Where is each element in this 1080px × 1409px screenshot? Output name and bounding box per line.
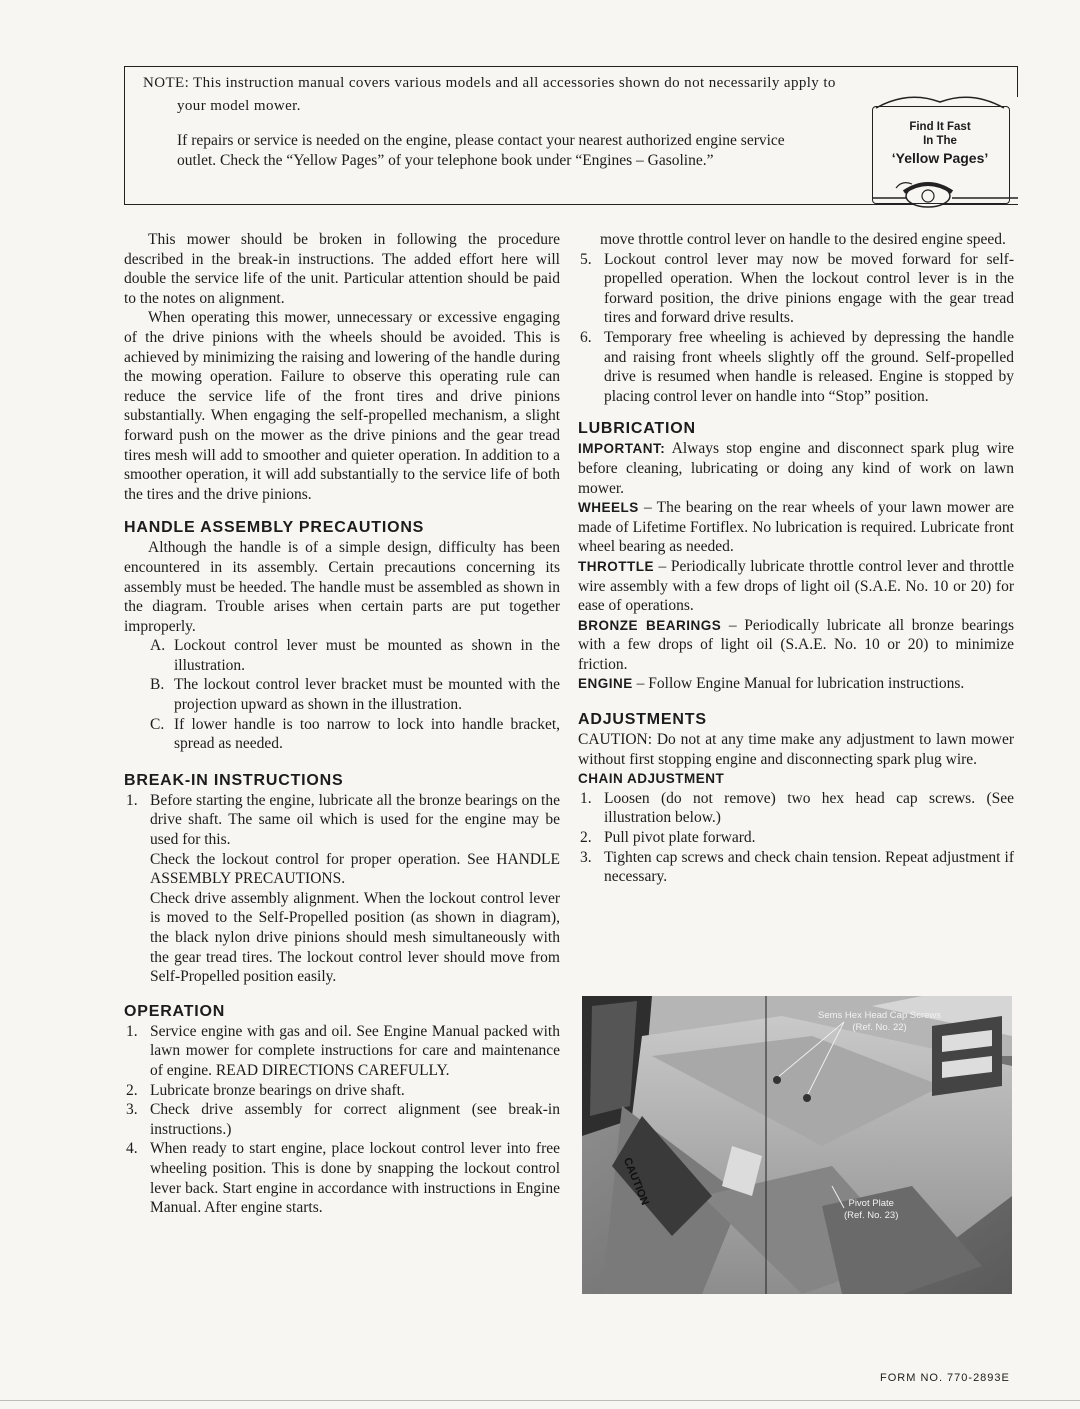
- break-in-list: [124, 791, 560, 850]
- mower-deck-photo: [582, 996, 1012, 1294]
- lubrication-important: [578, 439, 1014, 498]
- pivot-plate-caption: [844, 1198, 898, 1222]
- list-text: Lubricate bronze bearings on drive shaft.: [150, 1081, 405, 1099]
- list-text: Lockout control lever must be mounted as shown in the illustration.: [174, 637, 560, 674]
- list-marker: 1.: [126, 791, 138, 809]
- list-marker: A.: [150, 637, 166, 655]
- important-label: IMPORTANT:: [578, 441, 666, 457]
- list-marker: 1.: [126, 1022, 138, 1040]
- list-item: [124, 1022, 560, 1081]
- break-in-paragraph-3: Check drive assembly alignment. When the lockout control lever is moved to the Self-Propelled position (as shown in diagram), the black nylon drive pinions should mesh simultaneously with the gear tread tires. The lockout control lever should move from Self-Propelled position easily.: [150, 889, 560, 986]
- list-item: [578, 250, 1014, 328]
- caution-decal: CAUTION: [620, 1156, 651, 1207]
- wheels-text: – The bearing on the rear wheels of your lawn mower are made of Lifetime Fortiflex. No lubrication is required. Lubricate front wheel bearing as needed.: [578, 499, 1014, 556]
- operation-list: [124, 1022, 560, 1218]
- operation-heading: OPERATION: [124, 1002, 226, 1020]
- left-column: [124, 230, 560, 1218]
- form-number: FORM NO. 770-2893E: [880, 1372, 1010, 1384]
- bottom-rule: [0, 1400, 1080, 1401]
- engine-label: ENGINE: [578, 676, 633, 692]
- list-item: [578, 328, 1014, 406]
- handle-assembly-list: [148, 636, 560, 754]
- list-item: [148, 636, 560, 675]
- cap-screws-label: Sems Hex Head Cap Screws: [818, 1010, 942, 1021]
- wheels-label: WHEELS: [578, 500, 639, 516]
- list-item: [578, 789, 1014, 828]
- lubrication-wheels: [578, 498, 1014, 557]
- handle-assembly-text: Although the handle is of a simple design, difficulty has been encountered in its assembly. Certain precautions concerning its assembly must be heeded. The handle must be assembled as shown in the diagram. Trouble arises when certain parts are put together improperly.: [124, 539, 560, 635]
- yellow-pages-line-3: ‘Yellow Pages’: [891, 150, 989, 166]
- chain-adjustment-list: [578, 789, 1014, 887]
- list-marker: B.: [150, 676, 165, 694]
- operation-continued: move throttle control lever on handle to the desired engine speed.: [600, 231, 1006, 248]
- list-text: The lockout control lever bracket must be mounted with the projection upward as shown in the illustration.: [174, 676, 560, 714]
- chain-adjustment-heading: CHAIN ADJUSTMENT: [578, 771, 725, 787]
- list-marker: 1.: [580, 789, 592, 807]
- list-item: [578, 828, 1014, 848]
- list-marker: 3.: [580, 848, 592, 866]
- list-item: [148, 675, 560, 714]
- lubrication-bronze-bearings: [578, 616, 1014, 675]
- list-item: [124, 791, 560, 850]
- adjustments-caution: CAUTION: Do not at any time make any adjustment to lawn mower without first stopping engine and disconnecting spark plug wire.: [578, 731, 1014, 768]
- cap-screws-caption: [818, 1010, 941, 1034]
- important-text: Always stop engine and disconnect spark plug wire before cleaning, lubricating or doing any kind of work on lawn mower.: [578, 440, 1014, 497]
- note-service-paragraph: If repairs or service is needed on the engine, please contact your nearest authorized engine service outlet. Check the “Yellow Pages” of your telephone book under “Engines – Gasoline.”: [177, 132, 785, 169]
- yellow-pages-line-2: In The: [923, 135, 957, 147]
- yellow-pages-line-1: Find It Fast: [909, 121, 971, 133]
- list-text: Loosen (do not remove) two hex head cap screws. (See illustration below.): [604, 789, 1014, 827]
- note-line-2: your model mower.: [177, 98, 301, 114]
- yellow-pages-badge: [868, 88, 1018, 208]
- lubrication-throttle: [578, 557, 1014, 616]
- operation-list-continued: [578, 250, 1014, 407]
- pivot-plate-label: Pivot Plate: [848, 1198, 894, 1209]
- right-column: [578, 230, 1014, 887]
- list-marker: 5.: [580, 250, 592, 268]
- list-text: Lockout control lever may now be moved forward for self-propelled operation. When the lockout control lever is in the forward position, the drive pinions engage with the gear tread tires and forward drive results.: [604, 250, 1014, 327]
- list-item: [124, 1139, 560, 1217]
- list-item: [124, 1081, 560, 1101]
- list-marker: 4.: [126, 1140, 138, 1158]
- lubrication-heading: LUBRICATION: [578, 420, 696, 438]
- break-in-heading: BREAK-IN INSTRUCTIONS: [124, 771, 344, 789]
- bronze-bearings-text: – Periodically lubricate all bronze bearings with a few drops of light oil (S.A.E. No. 10 or 20) to minimize friction.: [578, 616, 1014, 673]
- bronze-bearings-label: BRONZE BEARINGS: [578, 617, 722, 633]
- engine-text: – Follow Engine Manual for lubrication instructions.: [636, 675, 965, 693]
- intro-paragraph-2: When operating this mower, unnecessary or excessive engaging of the drive pinions with the wheels should be avoided. This is achieved by minimizing the raising and lowering of the handle during the mowing operation. Failure to observe this operating rule can reduce the service life of the front tires and drive pinions substantially. When engaging the self-propelled mechanism, a slight forward push on the mower as the drive pinions and the gear tread tires mesh will add to smoother and quieter operation. In addition to a smoother operation, it will add substantially to the service life of both the tires and the drive pinions.: [124, 309, 560, 503]
- cap-screws-ref: (Ref. No. 22): [852, 1022, 907, 1033]
- list-text: Before starting the engine, lubricate all the bronze bearings on the drive shaft. The same oil which is used for the engine may be used for this.: [150, 791, 560, 849]
- list-text: If lower handle is too narrow to lock into handle bracket, spread as needed.: [174, 715, 560, 753]
- note-line-1: NOTE: This instruction manual covers various models and all accessories shown do not necessarily apply to: [143, 75, 836, 91]
- list-text: When ready to start engine, place lockout control lever into free wheeling position. This is done by snapping the lockout control lever back. Start engine in accordance with instructions in Engine Manual. After engine starts.: [150, 1140, 560, 1217]
- list-marker: 2.: [126, 1081, 138, 1099]
- throttle-text: – Periodically lubricate throttle control lever and throttle wire assembly with a few drops of light oil (S.A.E. No. 10 or 20) for ease of operations.: [578, 557, 1014, 615]
- list-item: [578, 848, 1014, 887]
- list-text: Temporary free wheeling is achieved by depressing the handle and raising front wheels slightly off the ground. Self-propelled drive is resumed when handle is released. Engine is stopped by placing control lever on handle into “Stop” position.: [604, 328, 1014, 405]
- list-text: Check drive assembly for correct alignment (see break-in instructions.): [150, 1101, 560, 1138]
- list-text: Pull pivot plate forward.: [604, 829, 756, 847]
- throttle-label: THROTTLE: [578, 558, 654, 574]
- break-in-paragraph-2: Check the lockout control for proper operation. See HANDLE ASSEMBLY PRECAUTIONS.: [150, 850, 560, 888]
- list-item: [124, 1100, 560, 1139]
- list-marker: C.: [150, 715, 165, 733]
- handle-assembly-heading: HANDLE ASSEMBLY PRECAUTIONS: [124, 519, 425, 537]
- list-text: Tighten cap screws and check chain tension. Repeat adjustment if necessary.: [604, 848, 1014, 886]
- list-marker: 6.: [580, 328, 592, 346]
- pivot-plate-ref: (Ref. No. 23): [844, 1210, 899, 1221]
- list-marker: 3.: [126, 1101, 138, 1119]
- list-text: Service engine with gas and oil. See Engine Manual packed with lawn mower for complete instructions for care and maintenance of engine. READ DIRECTIONS CAREFULLY.: [150, 1022, 560, 1079]
- adjustments-heading: ADJUSTMENTS: [578, 711, 707, 729]
- list-item: [148, 715, 560, 754]
- lubrication-engine: [578, 674, 1014, 694]
- list-marker: 2.: [580, 829, 592, 847]
- mower-deck-illustration: [582, 996, 1012, 1294]
- yellow-pages-text: [872, 120, 1008, 168]
- intro-paragraph-1: This mower should be broken in following the procedure described in the break-in instructions. The added effort here will double the service life of the unit. Particular attention should be paid to the notes on alignment.: [124, 231, 560, 307]
